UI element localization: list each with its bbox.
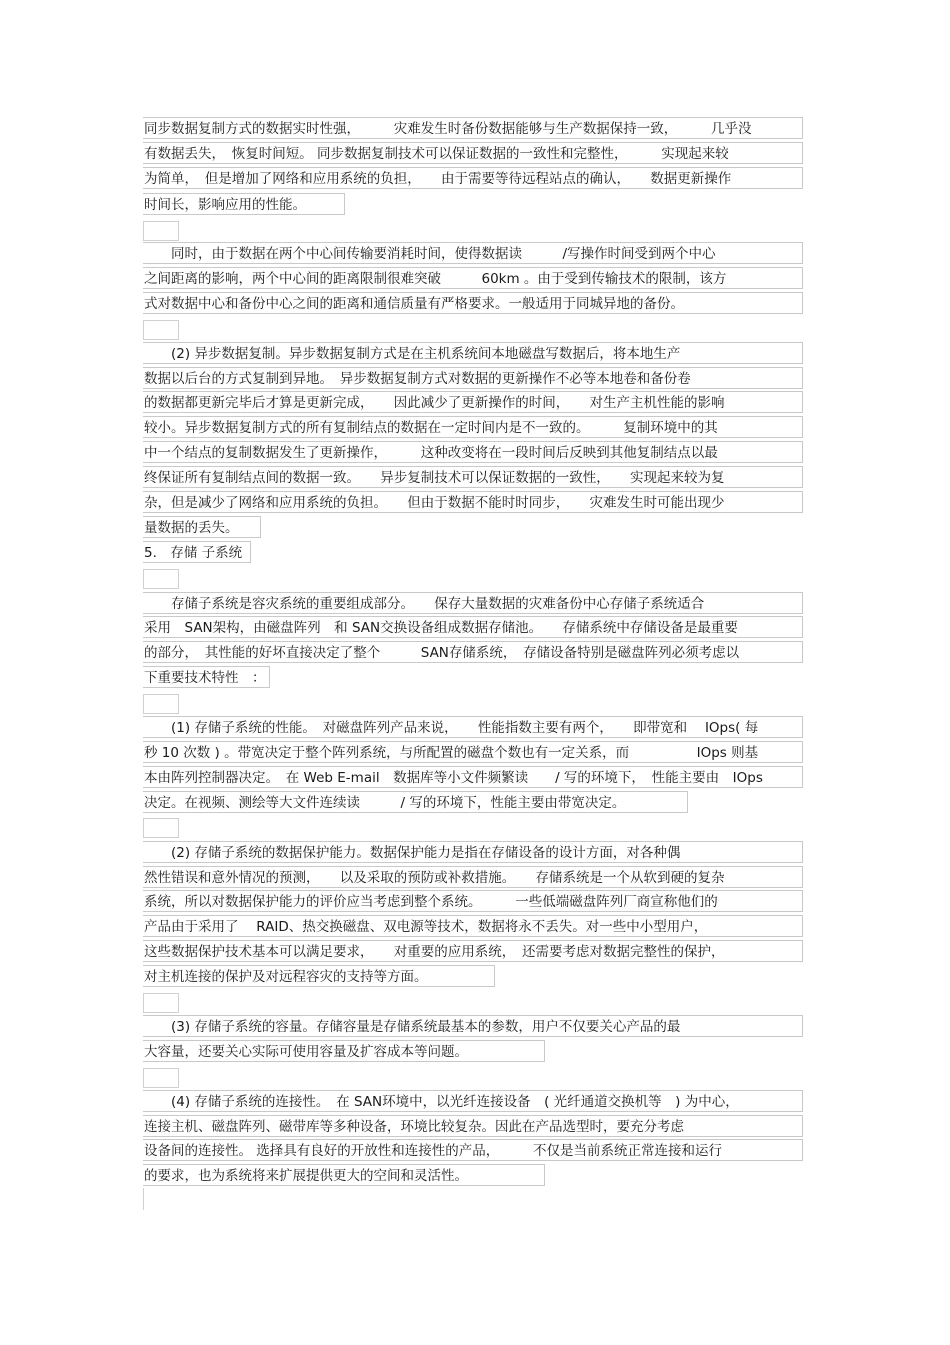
text-line: 较小。异步数据复制方式的所有复制结点的数据在一定时间内是不一致的。 复制环境中的其 [143,416,803,438]
blank-line [143,1188,179,1210]
text-line: 终保证所有复制结点间的数据一致。 异步复制技术可以保证数据的一致性， 实现起来较为复 [143,466,803,488]
text-line: 同步数据复制方式的数据实时性强， 灾难发生时备份数据能够与生产数据保持一致， 几乎没 [143,117,803,139]
blank-line [143,694,179,714]
text-line: 系统，所以对数据保护能力的评价应当考虑到整个系统。 一些低端磁盘阵列厂商宣称他们的 [143,890,803,912]
text-line: (2) 存储子系统的数据保护能力。数据保护能力是指在存储设备的设计方面，对各种偶 [143,841,803,863]
text-line: 然性错误和意外情况的预测， 以及采取的预防或补救措施。 存储系统是一个从软到硬的复杂 [143,866,803,888]
text-line: 时间长，影响应用的性能。 [143,193,345,215]
text-line: 式对数据中心和备份中心之间的距离和通信质量有严格要求。一般适用于同城异地的备份。 [143,292,803,314]
text-line: 本由阵列控制器决定。 在 Web E-mail 数据库等小文件频繁读 / 写的环境下， 性能主要由 IOps [143,766,803,788]
text-line: 决定。在视频、测绘等大文件连续读 / 写的环境下，性能主要由带宽决定。 [143,791,688,813]
text-line: 秒 10 次数 ) 。带宽决定于整个阵列系统，与所配置的磁盘个数也有一定关系，而 IOps 则基 [143,741,803,763]
blank-line [143,1068,179,1088]
text-line: 同时，由于数据在两个中心间传输要消耗时间，使得数据读 /写操作时间受到两个中心 [143,242,803,264]
text-line: 采用 SAN架构，由磁盘阵列 和 SAN交换设备组成数据存储池。 存储系统中存储设备是最重要 [143,616,803,638]
text-line: 的数据都更新完毕后才算是更新完成， 因此减少了更新操作的时间， 对生产主机性能的影响 [143,391,803,413]
text-line: 的部分， 其性能的好坏直接决定了整个 SAN存储系统， 存储设备特别是磁盘阵列必须考虑以 [143,641,803,663]
text-line: 这些数据保护技术基本可以满足要求， 对重要的应用系统， 还需要考虑对数据完整性的保护， [143,940,803,962]
text-line: 的要求，也为系统将来扩展提供更大的空间和灵活性。 [143,1164,545,1186]
text-line: (4) 存储子系统的连接性。 在 SAN环境中，以光纤连接设备 ( 光纤通道交换机等 ) 为中心， [143,1090,803,1112]
text-line: 中一个结点的复制数据发生了更新操作， 这种改变将在一段时间后反映到其他复制结点以最 [143,441,803,463]
section-heading: 5. 存储 子系统 [143,541,251,563]
text-line: 之间距离的影响，两个中心间的距离限制很难突破 60km 。由于受到传输技术的限制，该方 [143,267,803,289]
text-line: 为简单， 但是增加了网络和应用系统的负担， 由于需要等待远程站点的确认， 数据更新操作 [143,167,803,189]
text-line: 杂，但是减少了网络和应用系统的负担。 但由于数据不能时时同步， 灾难发生时可能出现少 [143,491,803,513]
text-line: (2) 异步数据复制。异步数据复制方式是在主机系统间本地磁盘写数据后，将本地生产 [143,342,803,364]
text-line: 产品由于采用了 RAID、热交换磁盘、双电源等技术，数据将永不丢失。对一些中小型用户， [143,915,803,937]
blank-line [143,993,179,1013]
blank-line [143,221,179,241]
text-line: (3) 存储子系统的容量。存储容量是存储系统最基本的参数，用户不仅要关心产品的最 [143,1015,803,1037]
text-line: 数据以后台的方式复制到异地。 异步数据复制方式对数据的更新操作不必等本地卷和备份卷 [143,367,803,389]
blank-line [143,320,179,340]
text-line: 存储子系统是容灾系统的重要组成部分。 保存大量数据的灾难备份中心存储子系统适合 [143,592,803,614]
text-line: 量数据的丢失。 [143,516,261,538]
blank-line [143,569,179,589]
text-line: 设备间的连接性。 选择具有良好的开放性和连接性的产品， 不仅是当前系统正常连接和运行 [143,1139,803,1161]
text-line: (1) 存储子系统的性能。 对磁盘阵列产品来说， 性能指数主要有两个， 即带宽和 IOps( 每 [143,716,803,738]
text-line: 连接主机、磁盘阵列、磁带库等多种设备，环境比较复杂。因此在产品选型时，要充分考虑 [143,1115,803,1137]
blank-line [143,818,179,838]
text-line: 下重要技术特性 ： [143,666,270,688]
text-line: 大容量，还要关心实际可使用容量及扩容成本等问题。 [143,1040,545,1062]
text-line: 对主机连接的保护及对远程容灾的支持等方面。 [143,965,495,987]
text-line: 有数据丢失， 恢复时间短。 同步数据复制技术可以保证数据的一致性和完整性， 实现起来较 [143,142,803,164]
